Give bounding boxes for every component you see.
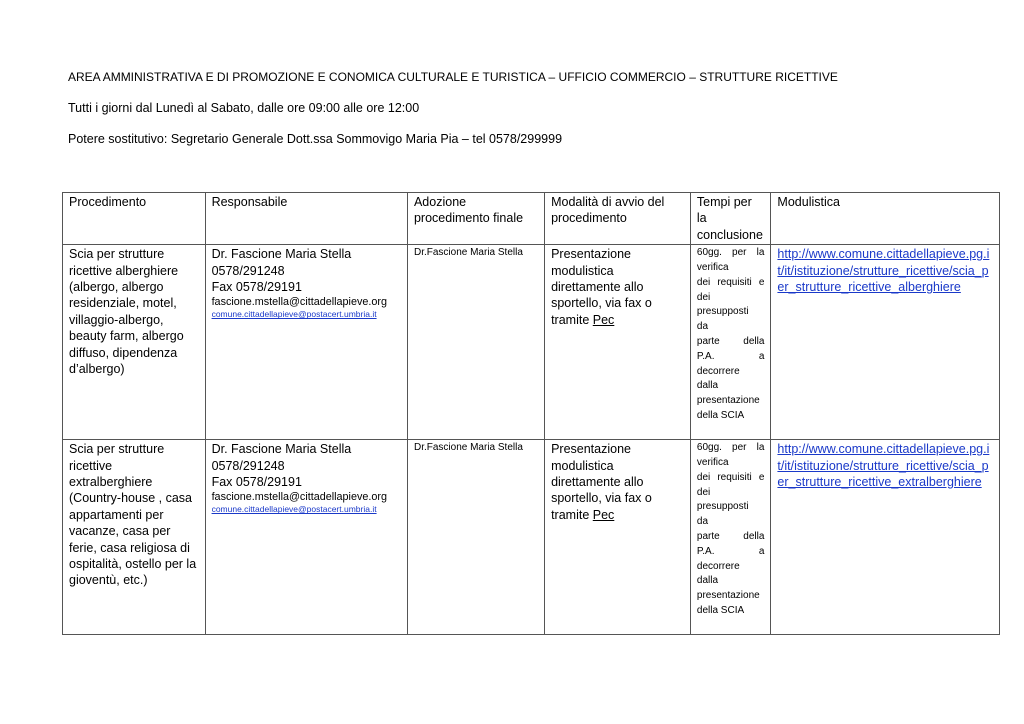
header-tempi: Tempi per la conclusione: [690, 193, 771, 245]
cell-adozione: Dr.Fascione Maria Stella: [407, 245, 544, 440]
tempi-line: 60gg. per la: [696, 247, 765, 259]
cell-modalita: [545, 440, 691, 635]
office-hours: Tutti i giorni dal Lunedì al Sabato, dalle ore 09:00 alle ore 12:00: [68, 101, 420, 115]
tempi-line: P.A. a: [696, 350, 765, 362]
tempi-line: P.A. a: [696, 545, 765, 557]
header-adozione: Adozione procedimento finale: [407, 193, 544, 245]
modalita-text: Presentazione modulistica direttamente allo sportello, via fax o tramite: [551, 442, 652, 522]
cell-procedimento: Scia per strutture ricettive alberghiere (albergo, albergo residenziale, motel, villaggio-albergo, beauty farm, albergo diffuso, dipendenza d’albergo): [63, 245, 206, 440]
resp-fax: Fax 0578/29191: [211, 475, 302, 490]
table-header-row: [63, 193, 1000, 245]
resp-fax: Fax 0578/29191: [211, 280, 302, 295]
resp-phone: 0578/291248: [211, 458, 285, 473]
table-row: [63, 440, 1000, 635]
section-title: AREA AMMINISTRATIVA E DI PROMOZIONE E CONOMICA CULTURALE E TURISTICA – UFFICIO COMMERCIO – STRUTTURE RICETTIVE: [68, 70, 838, 84]
pec-text: Pec: [592, 507, 615, 522]
tempi-line: dei requisiti e: [696, 276, 765, 288]
resp-name: Dr. Fascione Maria Stella: [211, 442, 352, 457]
tempi-line: della SCIA: [696, 604, 745, 616]
cell-procedimento: Scia per strutture ricettive extralberghiere (Country-house , casa appartamenti per vacanze, casa per ferie, casa religiosa di ospitalità, ostello per la gioventù, etc.): [63, 440, 206, 635]
tempi-line: decorrere: [696, 560, 740, 572]
tempi-line: da: [696, 516, 709, 528]
cell-responsabile: [205, 440, 407, 635]
resp-email[interactable]: fascione.mstella@cittadellapieve.org: [211, 491, 387, 504]
resp-name: Dr. Fascione Maria Stella: [211, 247, 352, 262]
procedures-table: [62, 192, 1000, 635]
modulistica-link[interactable]: http://www.comune.cittadellapieve.pg.it/it/istituzione/strutture_ricettive/scia_per_strutture_ricettive_extralberghiere: [777, 442, 990, 490]
modulistica-link[interactable]: http://www.comune.cittadellapieve.pg.it/it/istituzione/strutture_ricettive/scia_per_strutture_ricettive_alberghiere: [777, 247, 990, 295]
resp-phone: 0578/291248: [211, 263, 285, 278]
tempi-line: dalla: [696, 380, 719, 392]
cell-adozione: Dr.Fascione Maria Stella: [407, 440, 544, 635]
cell-tempi: [690, 440, 771, 635]
header-procedimento: Procedimento: [63, 193, 206, 245]
cell-tempi: [690, 245, 771, 440]
header-responsabile: Responsabile: [205, 193, 407, 245]
tempi-line: presupposti: [696, 306, 749, 318]
tempi-line: presupposti: [696, 501, 749, 513]
tempi-line: della SCIA: [696, 409, 745, 421]
substitute-power: Potere sostitutivo: Segretario Generale Dott.ssa Sommovigo Maria Pia – tel 0578/299999: [68, 132, 563, 146]
tempi-line: presentazione: [696, 395, 760, 407]
header-modalita: Modalità di avvio del procedimento: [545, 193, 691, 245]
tempi-line: verifica: [696, 262, 729, 274]
tempi-line: dei: [696, 291, 711, 303]
tempi-line: presentazione: [696, 590, 760, 602]
tempi-line: parte della: [696, 531, 765, 542]
tempi-line: dei: [696, 486, 711, 498]
cell-modalita: [545, 245, 691, 440]
tempi-line: da: [696, 321, 709, 333]
header-modulistica: Modulistica: [771, 193, 1000, 245]
resp-pec-link[interactable]: comune.cittadellapieve@postacert.umbria.it: [211, 309, 377, 320]
pec-text: Pec: [592, 312, 615, 327]
resp-email[interactable]: fascione.mstella@cittadellapieve.org: [211, 296, 387, 309]
cell-modulistica: [771, 245, 1000, 440]
modalita-text: Presentazione modulistica direttamente allo sportello, via fax o tramite: [551, 247, 652, 327]
resp-pec-link[interactable]: comune.cittadellapieve@postacert.umbria.it: [211, 504, 377, 515]
table-row: [63, 245, 1000, 440]
tempi-line: parte della: [696, 336, 765, 347]
tempi-line: 60gg. per la: [696, 442, 765, 454]
tempi-line: dalla: [696, 575, 719, 587]
cell-modulistica: [771, 440, 1000, 635]
tempi-line: decorrere: [696, 365, 740, 377]
cell-responsabile: [205, 245, 407, 440]
tempi-line: verifica: [696, 457, 729, 469]
tempi-line: dei requisiti e: [696, 471, 765, 483]
